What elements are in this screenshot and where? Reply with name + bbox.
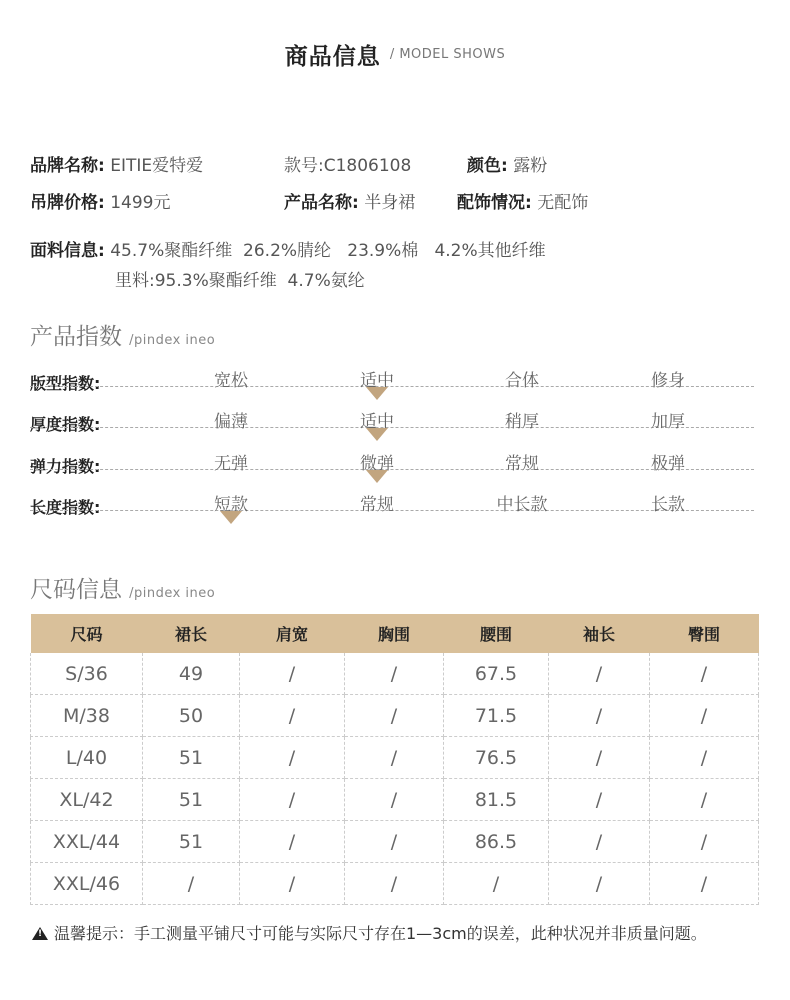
size-column-header: 袖长 bbox=[549, 614, 650, 653]
index-option: 极弹 bbox=[651, 454, 685, 474]
selected-marker-icon bbox=[366, 428, 388, 441]
index-option: 中长款 bbox=[496, 495, 548, 515]
table-cell: / bbox=[650, 863, 759, 905]
table-cell: / bbox=[143, 863, 240, 905]
table-cell: / bbox=[549, 653, 650, 695]
color-value: 露粉 bbox=[513, 156, 548, 176]
size-info-subtitle: /pindex ineo bbox=[129, 586, 216, 601]
table-cell: 76.5 bbox=[444, 737, 549, 779]
brand-label: 品牌名称: bbox=[30, 156, 105, 176]
table-cell: / bbox=[345, 779, 444, 821]
table-cell: / bbox=[549, 779, 650, 821]
selected-marker-icon bbox=[366, 387, 388, 400]
table-cell: / bbox=[650, 653, 759, 695]
index-option: 偏薄 bbox=[214, 412, 248, 432]
index-option: 长款 bbox=[651, 495, 685, 515]
table-cell: / bbox=[650, 779, 759, 821]
price-field bbox=[30, 188, 170, 213]
table-cell: 50 bbox=[143, 695, 240, 737]
table-row bbox=[31, 737, 759, 779]
table-cell: / bbox=[345, 653, 444, 695]
table-cell: / bbox=[345, 695, 444, 737]
fabric-field bbox=[30, 236, 546, 261]
table-row bbox=[31, 779, 759, 821]
table-cell: / bbox=[240, 821, 345, 863]
table-cell: / bbox=[345, 863, 444, 905]
index-option: 短款 bbox=[214, 495, 248, 515]
table-row bbox=[31, 653, 759, 695]
accessory-label: 配饰情况: bbox=[457, 193, 532, 213]
table-row bbox=[31, 695, 759, 737]
index-option: 稍厚 bbox=[505, 412, 539, 432]
index-row-label: 弹力指数: bbox=[30, 457, 101, 476]
table-row bbox=[31, 863, 759, 905]
price-label: 吊牌价格: bbox=[30, 193, 105, 213]
product-index-title: 产品指数 bbox=[30, 324, 122, 350]
table-cell: / bbox=[240, 737, 345, 779]
table-cell: / bbox=[240, 653, 345, 695]
brand-field bbox=[30, 151, 203, 176]
size-info-header bbox=[30, 571, 215, 604]
table-cell: S/36 bbox=[31, 653, 143, 695]
color-label: 颜色: bbox=[467, 156, 508, 176]
page-title: 商品信息 bbox=[284, 44, 381, 70]
table-cell: 86.5 bbox=[444, 821, 549, 863]
page-subtitle: / MODEL SHOWS bbox=[389, 47, 506, 62]
index-option: 常规 bbox=[505, 454, 539, 474]
index-row-label: 版型指数: bbox=[30, 374, 101, 393]
table-row bbox=[31, 821, 759, 863]
color-field bbox=[467, 151, 547, 176]
table-cell: 81.5 bbox=[444, 779, 549, 821]
table-cell: / bbox=[345, 821, 444, 863]
product-index-header bbox=[30, 318, 215, 351]
index-option: 宽松 bbox=[214, 371, 248, 391]
product-name-field bbox=[284, 188, 415, 213]
selected-marker-icon bbox=[220, 511, 242, 524]
size-table bbox=[30, 614, 759, 905]
warning-icon bbox=[32, 927, 48, 940]
size-column-header: 腰围 bbox=[444, 614, 549, 653]
index-option: 无弹 bbox=[214, 454, 248, 474]
size-column-header: 裙长 bbox=[143, 614, 240, 653]
index-option: 加厚 bbox=[651, 412, 685, 432]
price-value: 1499元 bbox=[110, 193, 171, 213]
table-cell: / bbox=[549, 695, 650, 737]
accessory-field bbox=[457, 188, 588, 213]
index-option: 修身 bbox=[651, 371, 685, 391]
lining-field bbox=[115, 266, 365, 291]
size-column-header: 胸围 bbox=[345, 614, 444, 653]
product-name-value: 半身裙 bbox=[364, 193, 416, 213]
table-cell: / bbox=[444, 863, 549, 905]
accessory-value: 无配饰 bbox=[537, 193, 589, 213]
product-index-subtitle: /pindex ineo bbox=[129, 333, 216, 348]
size-table-body bbox=[31, 653, 759, 905]
size-table-header-row bbox=[31, 614, 759, 653]
table-cell: / bbox=[240, 695, 345, 737]
table-cell: / bbox=[650, 821, 759, 863]
fabric-line2: 里料:95.3%聚酯纤维 4.7%氨纶 bbox=[115, 271, 365, 291]
product-name-label: 产品名称: bbox=[284, 193, 359, 213]
table-cell: / bbox=[650, 695, 759, 737]
fabric-label: 面料信息: bbox=[30, 241, 105, 261]
brand-value: EITIE爱特爱 bbox=[110, 156, 204, 176]
size-column-header: 臀围 bbox=[650, 614, 759, 653]
table-cell: 67.5 bbox=[444, 653, 549, 695]
table-cell: 51 bbox=[143, 779, 240, 821]
table-cell: / bbox=[240, 863, 345, 905]
index-option: 合体 bbox=[505, 371, 539, 391]
index-row-label: 厚度指数: bbox=[30, 415, 101, 434]
table-cell: / bbox=[549, 821, 650, 863]
size-column-header: 肩宽 bbox=[240, 614, 345, 653]
style-no-value: 款号:C1806108 bbox=[284, 156, 412, 176]
table-cell: 49 bbox=[143, 653, 240, 695]
index-option: 微弹 bbox=[360, 454, 394, 474]
note-text: 温馨提示：手工测量平铺尺寸可能与实际尺寸存在1—3cm的误差，此种状况并非质量问题。 bbox=[54, 924, 707, 943]
table-cell: L/40 bbox=[31, 737, 143, 779]
table-cell: / bbox=[650, 737, 759, 779]
table-cell: M/38 bbox=[31, 695, 143, 737]
table-cell: XL/42 bbox=[31, 779, 143, 821]
selected-marker-icon bbox=[366, 470, 388, 483]
style-no-field bbox=[284, 151, 411, 176]
note bbox=[32, 921, 707, 944]
index-option: 适中 bbox=[360, 371, 394, 391]
index-option: 适中 bbox=[360, 412, 394, 432]
index-option: 常规 bbox=[360, 495, 394, 515]
index-row-label: 长度指数: bbox=[30, 498, 101, 517]
table-cell: 71.5 bbox=[444, 695, 549, 737]
table-cell: 51 bbox=[143, 821, 240, 863]
size-info-title: 尺码信息 bbox=[30, 577, 122, 603]
table-cell: / bbox=[345, 737, 444, 779]
table-cell: / bbox=[240, 779, 345, 821]
page-header bbox=[0, 38, 790, 71]
size-column-header: 尺码 bbox=[31, 614, 143, 653]
fabric-line1: 45.7%聚酯纤维 26.2%腈纶 23.9%棉 4.2%其他纤维 bbox=[110, 241, 546, 261]
table-cell: XXL/46 bbox=[31, 863, 143, 905]
table-cell: XXL/44 bbox=[31, 821, 143, 863]
table-cell: / bbox=[549, 737, 650, 779]
table-cell: / bbox=[549, 863, 650, 905]
table-cell: 51 bbox=[143, 737, 240, 779]
